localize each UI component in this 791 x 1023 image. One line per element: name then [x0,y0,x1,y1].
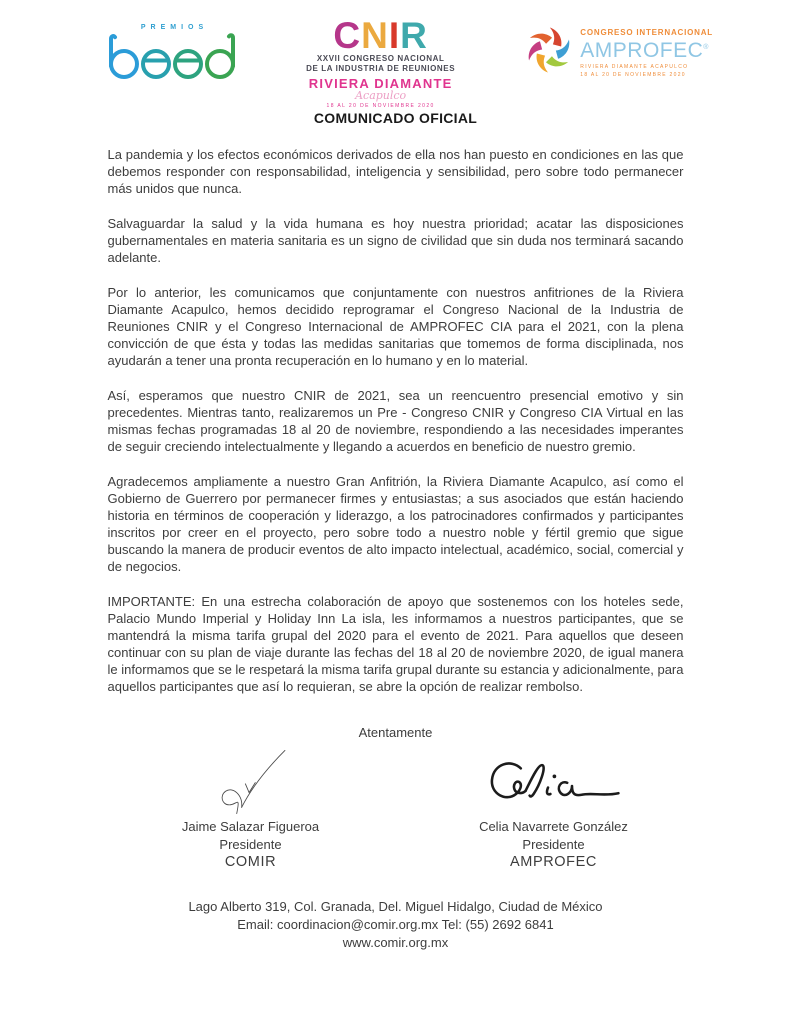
cnir-letter-i: I [388,15,401,56]
cnir-subtitle-line1: XXVII CONGRESO NACIONAL [316,54,445,63]
amprofec-wordmark [580,37,713,62]
signer-name: Jaime Salazar Figueroa [181,819,320,834]
amprofec-name: AMPROFEC [580,39,704,62]
amprofec-congreso-label: CONGRESO INTERNACIONAL [580,28,713,37]
footer-website: www.comir.org.mx [342,935,449,950]
cnir-letter-c: C [333,15,362,56]
amprofec-venue: RIVIERA DIAMANTE ACAPULCO [580,64,689,70]
premios-label: PREMIOS [140,24,209,31]
paragraph-2: Salvaguardar la salud y la vida humana es hoy nuestra prioridad; acatar las disposiciones gubernamentales en materia sanitaria es un signo de civilidad que sin duda nos terminará sacando adelante. [107,216,684,265]
cnir-letter-n: N [361,15,389,56]
footer-contact: Email: coordinacion@comir.org.mx Tel: (55) 2692 6841 [237,917,554,932]
logo-header [0,0,791,109]
signature-left [118,748,383,872]
meed-wordmark-icon [106,32,238,82]
paragraph-5: Agradecemos ampliamente a nuestro Gran Anfitrión, la Riviera Diamante Acapulco, así como el Gobierno de Guerrero por permanecer firmes y entusiastas; a sus asociados que están haciendo historia en términos de cooperación y liderazgo, a los patrocinadores confirmados y participantes inscritos por creer en el proyecto, pero sobre todo a nuestro noble y fértil gremio que sigue buscando la manera de producir eventos de alto impacto intelectual, académico, social, comercial y de negocios. [107,474,684,574]
paragraph-1: La pandemia y los efectos económicos derivados de ella nos han puesto en condiciones en las que debemos responder con responsabilidad, inteligencia y sensibilidad, pero sobre todo permanecer más unidos que nunca. [107,147,684,196]
cnir-letter-r: R [400,15,428,56]
signer-role: Presidente [219,836,282,852]
paragraph-6-importante: IMPORTANTE: En una estrecha colaboración de apoyo que sostenemos con los hoteles sede, Palacio Mundo Imperial y Holiday Inn La isla, les informamos a nuestros participantes, que se mantendrá la misma tarifa grupal del 2020 para el evento de 2021. Para aquellos que deseen continuar con su plan de viaje durante las fechas del 18 al 20 de noviembre 2020, de igual manera le informamos que se le respetará la misma tarifa grupal durante su estancia y adicionalmente, para aquellos participantes que así lo requieran, se abre la opción de realizar rembolso. [107,594,684,694]
signer-name: Celia Navarrete González [479,819,628,834]
premios-meed-logo [106,24,238,87]
signer-role: Presidente [522,836,585,852]
cnir-dates: 18 AL 20 DE NOVIEMBRE 2020 [326,103,435,109]
cnir-subtitle-line2: DE LA INDUSTRIA DE REUNIONES [306,63,456,73]
footer-address: Lago Alberto 319, Col. Granada, Del. Miguel Hidalgo, Ciudad de México [188,899,603,914]
paragraph-3: Por lo anterior, les comunicamos que conjuntamente con nuestros anfitriones de la Riviera Diamante Acapulco, hemos decidido reprogramar el Congreso Nacional de la Industria de Reuniones CNIR y el Congreso Internacional de AMPROFEC CIA para el 2021, con la plena convicción de que ésta y todas las medidas sanitarias que tomemos de forma disciplinada, nos ayudarán a tener una pronta recuperación en lo humano y en lo material. [107,285,684,368]
signature-block [0,740,791,872]
paragraph-4: Así, esperamos que nuestro CNIR de 2021, sea un reencuentro presencial emotivo y sin precedentes. Mientras tanto, realizaremos un Pre - Congreso CNIR y Congreso CIA Virtual en las mismas fechas programadas 18 al 20 de noviembre, respondiendo a las necesidades imperantes de seguir creciendo intelectualmente y llegando a acuerdos en beneficio de nuestro gremio. [107,388,684,454]
signature-right [421,748,686,872]
closing-salutation: Atentamente [358,725,433,740]
cnir-riviera-diamante: RIVIERA DIAMANTE [308,76,453,91]
signer-org: COMIR [224,854,277,870]
jaime-signature-icon [212,748,289,816]
celia-signature-icon [484,754,624,810]
signer-org: AMPROFEC [510,854,597,870]
amprofec-dates: 18 AL 20 DE NOVIEMBRE 2020 [580,72,686,78]
document-body [108,146,684,695]
document-footer [0,898,791,952]
amprofec-text-block [580,24,713,78]
amprofec-pinwheel-icon [523,24,575,76]
cnir-wordmark [296,15,466,56]
amprofec-logo [523,24,713,78]
page-title: COMUNICADO OFICIAL [313,110,478,126]
cnir-acapulco-script: Acapulco [355,89,407,102]
registered-mark-icon: ® [703,44,709,51]
cnir-logo [296,15,466,109]
